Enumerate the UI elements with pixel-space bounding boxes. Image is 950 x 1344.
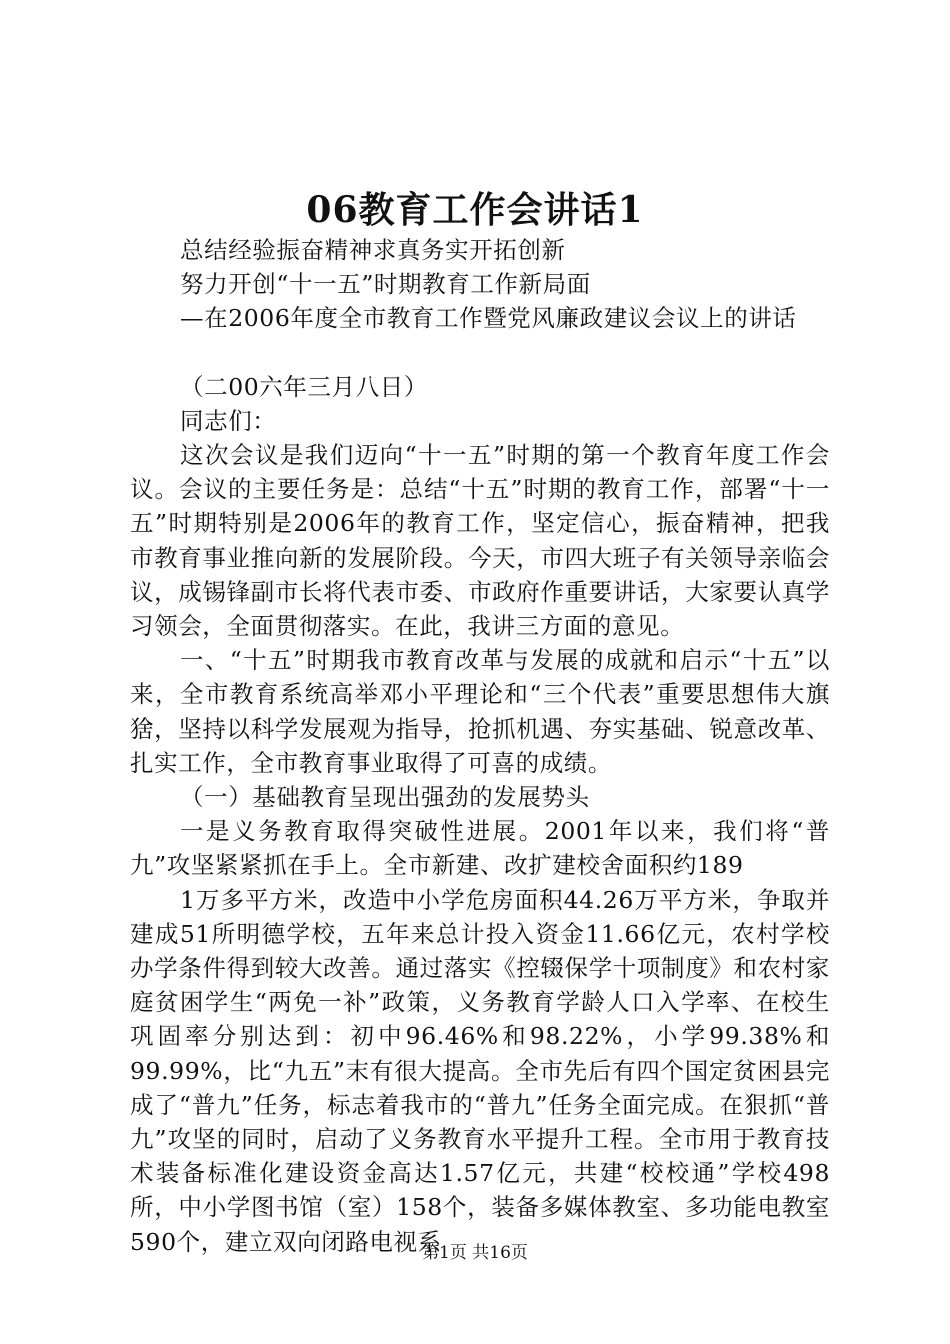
document-body xyxy=(130,233,830,1259)
document-title: 06教育工作会讲话1 xyxy=(306,189,644,231)
subtitle-line: 总结经验振奋精神求真务实开拓创新 xyxy=(180,236,566,264)
blank-line xyxy=(130,336,830,370)
subtitle-line: 努力开创“十一五”时期教育工作新局面 xyxy=(180,270,591,299)
date-line: （二00六年三月八日） xyxy=(180,372,429,401)
page-footer: 第1页 共16页 xyxy=(422,1243,528,1263)
subtitle-line: —在2006年度全市教育工作暨党风廉政建议会议上的讲话 xyxy=(180,304,797,333)
paragraph: 这次会议是我们迈向“十一五”时期的第一个教育年度工作会议。会议的主要任务是：总结“十五”时期的教育工作，部署“十一五”时期特别是2006年的教育工作，坚定信心，振奋精神，把我市教育事业推向新的发展阶段。今天，市四大班子有关领导亲临会议，成锡锋副市长将代表市委、市政府作重要讲话，大家要认真学习领会，全面贯彻落实。在此，我讲三方面的意见。 xyxy=(130,441,830,641)
salutation: 同志们： xyxy=(180,406,277,435)
paragraph: 一是义务教育取得突破性进展。2001年以来，我们将“普九”攻坚紧紧抓在手上。全市新建、改扩建校舍面积约189 xyxy=(130,817,830,880)
paragraph: 一、“十五”时期我市教育改革与发展的成就和启示“十五”以来，全市教育系统高举邓小平理论和“三个代表”重要思想伟大旗猞，坚持以科学发展观为指导，抢抓机遇、夯实基础、锐意改革、扎实工作，全市教育事业取得了可喜的成绩。 xyxy=(130,646,830,777)
paragraph: 1万多平方米，改造中小学危房面积44.26万平方米，争取并建成51所明德学校，五年来总计投入资金11.66亿元，农村学校办学条件得到较大改善。通过落实《控辍保学十项制度》和农村家庭贫困学生“两免一补”政策，义务教育学龄人口入学率、在校生巩固率分别达到：初中96.46%和98.22%，小学99.38%和99.99%，比“九五”末有很大提高。全市先后有四个国定贫困县完成了“普九”任务，标志着我市的“普九”任务全面完成。在狠抓“普九”攻坚的同时，启动了义务教育水平提升工程。全市用于教育技术装备标准化建设资金高达1.57亿元，共建“校校通”学校498所，中小学图书馆（室）158个，装备多媒体教室、多功能电教室590个，建立双向闭路电视系 xyxy=(130,885,830,1256)
section-heading: （一）基础教育呈现出强劲的发展势头 xyxy=(180,783,590,812)
